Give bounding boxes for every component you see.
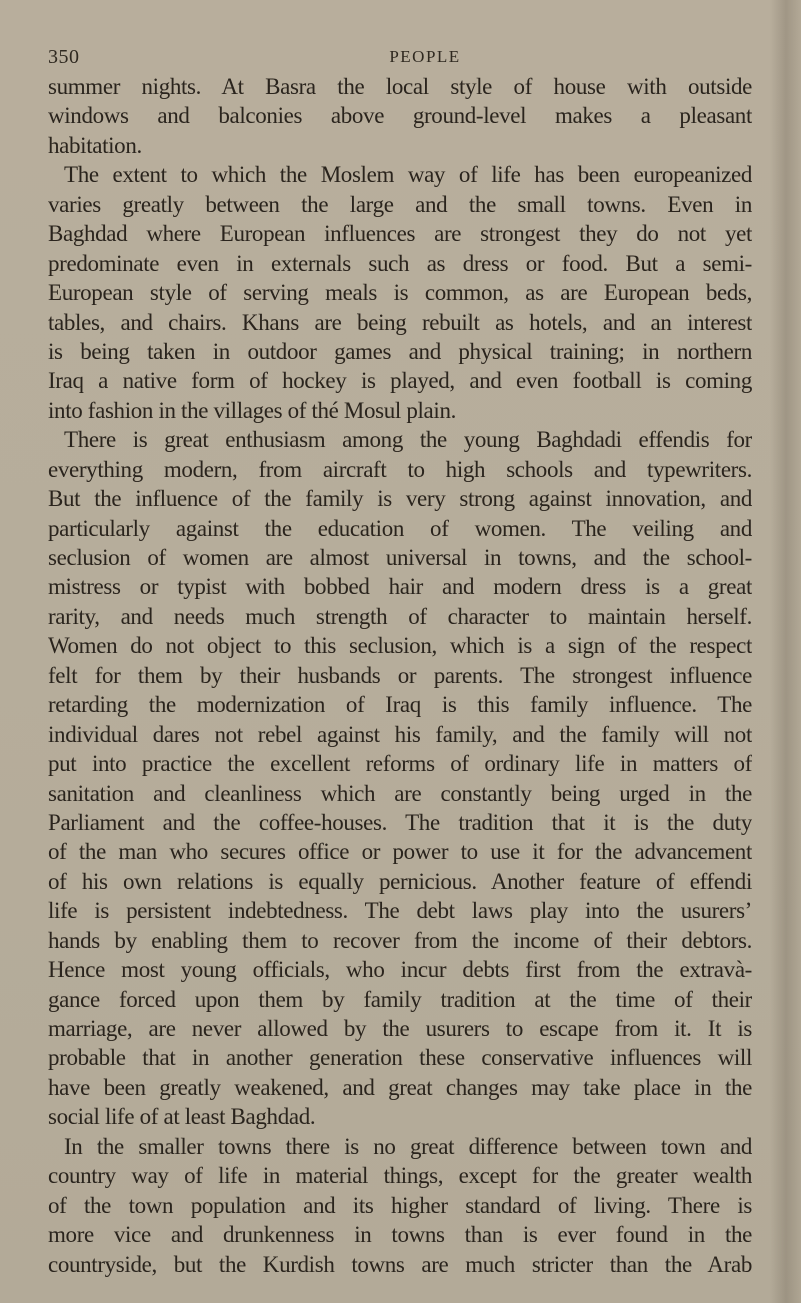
text-line: felt for them by their husbands or parents. The strongest influence xyxy=(48,662,752,688)
text-line: windows and balconies above ground-level makes a pleasant xyxy=(48,103,752,129)
text-line: retarding the modernization of Iraq is this family influence. The xyxy=(48,692,752,718)
text-line: put into practice the excellent reforms of ordinary life in matters of xyxy=(48,751,752,777)
text-line: hands by enabling them to recover from the income of their debtors. xyxy=(48,927,752,953)
text-line: summer nights. At Basra the local style of house with outside xyxy=(48,74,752,99)
paragraph-first-line: In the smaller towns there is no great difference between town and xyxy=(64,1133,752,1159)
text-line: gance forced upon them by family tradition at the time of their xyxy=(48,986,752,1012)
paragraph-first-line: There is great enthusiasm among the young Baghdadi effendis for xyxy=(64,427,752,453)
text-line: Women do not object to this seclusion, which is a sign of the respect xyxy=(48,633,752,659)
text-line: But the influence of the family is very strong against innovation, and xyxy=(48,486,752,512)
text-line: rarity, and needs much strength of character to maintain herself. xyxy=(48,603,752,629)
body-text xyxy=(48,72,752,1279)
text-line: of the man who secures office or power to use it for the advancement xyxy=(48,839,752,865)
text-line: predominate even in externals such as dress or food. But a semi- xyxy=(48,250,752,276)
text-line: probable that in another generation these conservative influences will xyxy=(48,1045,752,1071)
text-line: habitation. xyxy=(48,132,142,158)
text-line: seclusion of women are almost universal in towns, and the school- xyxy=(48,545,752,570)
text-line: have been greatly weakened, and great changes may take place in the xyxy=(48,1074,752,1100)
text-line: life is persistent indebtedness. The debt laws play into the usurers’ xyxy=(48,898,752,924)
running-head xyxy=(48,46,752,70)
text-line: European style of serving meals is common, as are European beds, xyxy=(48,280,752,306)
paragraph-first-line: The extent to which the Moslem way of life has been europeanized xyxy=(64,162,752,188)
text-line: Baghdad where European influences are strongest they do not yet xyxy=(48,221,752,247)
text-line: marriage, are never allowed by the usurers to escape from it. It is xyxy=(48,1016,752,1041)
text-line: Parliament and the coffee-houses. The tradition that it is the duty xyxy=(48,809,752,835)
text-line: Hence most young officials, who incur debts first from the extravà- xyxy=(48,957,752,983)
text-line: countryside, but the Kurdish towns are much stricter than the Arab xyxy=(48,1251,752,1277)
text-line: more vice and drunkenness in towns than is ever found in the xyxy=(48,1222,752,1248)
text-line: country way of life in material things, except for the greater wealth xyxy=(48,1163,752,1189)
text-line: social life of at least Baghdad. xyxy=(48,1104,316,1130)
text-line: Iraq a native form of hockey is played, and even football is coming xyxy=(48,368,752,394)
text-line: mistress or typist with bobbed hair and modern dress is a great xyxy=(48,574,752,600)
text-line: tables, and chairs. Khans are being rebuilt as hotels, and an interest xyxy=(48,309,752,335)
text-line: sanitation and cleanliness which are constantly being urged in the xyxy=(48,780,752,806)
text-line: is being taken in outdoor games and physical training; in northern xyxy=(48,338,752,364)
text-line: of the town population and its higher standard of living. There is xyxy=(48,1192,752,1218)
text-line: individual dares not rebel against his family, and the family will not xyxy=(48,721,752,747)
page-number: 350 xyxy=(48,46,80,68)
text-line: everything modern, from aircraft to high schools and typewriters. xyxy=(48,456,752,482)
text-line: particularly against the education of women. The veiling and xyxy=(48,515,752,541)
text-line: into fashion in the villages of thé Mosul plain. xyxy=(48,397,457,423)
text-line: varies greatly between the large and the small towns. Even in xyxy=(48,191,752,217)
text-line: of his own relations is equally pernicious. Another feature of effendi xyxy=(48,868,752,894)
running-title: PEOPLE xyxy=(389,47,461,66)
